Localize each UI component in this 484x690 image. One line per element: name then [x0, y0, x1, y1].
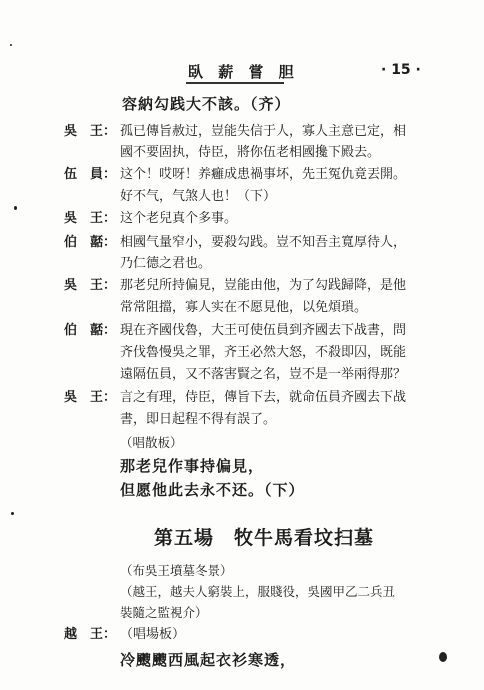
running-header-title: 臥 薪 嘗 胆 — [188, 63, 299, 81]
dialogue-line: 这个老兒真个多事。 — [120, 211, 238, 226]
speaker-label: 伯 嚭： — [64, 323, 117, 338]
dialogue-line: 遠隔伍員，又不落害賢之名，豈不是一举兩得那？ — [120, 367, 407, 382]
stage-direction: （布吳王墳墓冬景） — [120, 563, 233, 578]
dialogue-line: 好不气，气煞人也！（下） — [120, 189, 277, 204]
dialogue-line: 現在齐國伐魯，大王可使伍員到齐國去下战書，問 — [120, 323, 407, 338]
ink-blot — [439, 652, 447, 662]
dialogue-line: 相國气量窄小，要殺勾践。豈不知吾主寬厚待人， — [120, 235, 407, 250]
speaker-label: 伍 員： — [64, 167, 117, 182]
header-underline — [186, 82, 284, 84]
stage-direction: 裝隨之監視介） — [120, 605, 208, 620]
speaker-label: 吳 王： — [64, 124, 117, 139]
dialogue-line: 这个！哎呀！养癰成患禍事坏，先王冤仇竟丟開。 — [120, 167, 407, 182]
speaker-label: 伯 嚭： — [64, 235, 117, 250]
dialogue-line: （唱場板） — [120, 627, 186, 642]
print-speck — [11, 512, 14, 515]
speaker-label: 吳 王： — [64, 390, 117, 405]
lyric-line: 那老兒作事持偏見， — [120, 457, 265, 475]
dialogue-line: 常常阻擋，寡人实在不愿見他，以免煩瑣。 — [120, 300, 368, 315]
dialogue-line: 齐伐魯慢吳之罪，齐王必然大怒，不殺即囚，既能 — [120, 345, 407, 360]
dialogue-line: 那老兒所持偏見，豈能由他，为了勾践歸降，是他 — [120, 278, 407, 293]
lyric-line: 容納勾践大不該。（齐） — [122, 95, 291, 113]
dialogue-line: 孤已傳旨赦过，豈能失信于人，寡人主意已定，相 — [120, 124, 407, 139]
stage-direction: （越王，越夫人窮裝上，服賤役，吳國甲乙二兵丑 — [120, 584, 396, 599]
speaker-label: 吳 王： — [64, 278, 117, 293]
speaker-label: 吳 王： — [64, 211, 117, 226]
dialogue-line: 國不要固执，侍臣，將你伍老相國攙下殿去。 — [120, 145, 381, 160]
page-number: · 15 · — [381, 62, 421, 78]
dialogue-line: 書，即日起程不得有誤了。 — [120, 412, 277, 427]
scene-heading: 第五場 牧牛馬看坟扫墓 — [154, 527, 375, 549]
dialogue-line: 言之有理，侍臣，傳旨下去，就命伍員齐國去下战 — [120, 390, 407, 405]
lyric-line: 冷颼颼西風起衣衫寒透， — [120, 651, 297, 669]
speaker-label: 越 王： — [64, 627, 117, 642]
lyric-line: 但愿他此去永不还。（下） — [120, 481, 305, 499]
stage-direction: （唱散板） — [120, 435, 183, 450]
print-speck — [10, 44, 12, 46]
print-speck — [14, 206, 17, 210]
dialogue-line: 乃仁德之君也。 — [120, 256, 212, 271]
